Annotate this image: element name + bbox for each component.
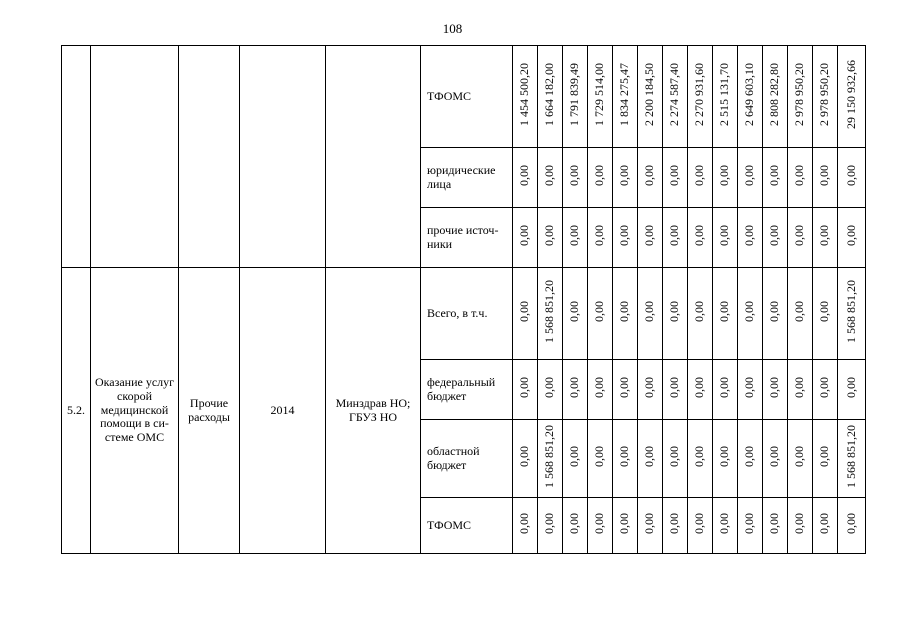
value-cell [688, 268, 713, 360]
value-text: 0,00 [667, 513, 682, 535]
value-cell [588, 420, 613, 498]
value-cell [713, 420, 738, 498]
category-cell: Прочие расходы [179, 268, 240, 554]
value-text: 1 791 839,49 [567, 63, 582, 127]
value-cell [713, 208, 738, 268]
value-cell [663, 148, 688, 208]
value-cell [588, 268, 613, 360]
value-cell [838, 208, 866, 268]
value-text: 1 568 851,20 [843, 280, 858, 344]
value-cell [513, 208, 538, 268]
value-cell [563, 268, 588, 360]
value-text: 0,00 [792, 513, 807, 535]
value-cell [688, 148, 713, 208]
year-cell [240, 46, 326, 268]
value-text: 0,00 [717, 513, 732, 535]
value-cell [613, 498, 638, 554]
value-text: 0,00 [642, 446, 657, 468]
value-text: 0,00 [642, 301, 657, 323]
value-cell [763, 360, 788, 420]
value-text: 0,00 [517, 377, 532, 399]
value-text: 0,00 [642, 225, 657, 247]
funding-source-cell: юридические лица [421, 148, 513, 208]
value-cell [563, 208, 588, 268]
value-text: 1 568 851,20 [843, 425, 858, 489]
value-text: 2 978 950,20 [817, 63, 832, 127]
value-text: 0,00 [567, 513, 582, 535]
value-text: 2 270 931,60 [692, 63, 707, 127]
value-cell [563, 420, 588, 498]
value-text: 0,00 [717, 301, 732, 323]
value-cell [838, 46, 866, 148]
value-text: 0,00 [517, 446, 532, 468]
value-text: 0,00 [592, 165, 607, 187]
value-text: 0,00 [843, 165, 858, 187]
value-cell [563, 46, 588, 148]
value-text: 0,00 [767, 513, 782, 535]
value-text: 0,00 [567, 301, 582, 323]
value-cell [813, 208, 838, 268]
value-cell [613, 360, 638, 420]
value-text: 0,00 [817, 165, 832, 187]
value-text: 0,00 [592, 513, 607, 535]
value-cell [588, 46, 613, 148]
value-text: 0,00 [517, 225, 532, 247]
value-text: 0,00 [617, 513, 632, 535]
value-text: 0,00 [517, 165, 532, 187]
value-cell [788, 360, 813, 420]
value-cell [638, 420, 663, 498]
value-text: 0,00 [542, 165, 557, 187]
value-cell [663, 498, 688, 554]
value-cell [713, 498, 738, 554]
value-cell [763, 148, 788, 208]
year-cell: 2014 [240, 268, 326, 554]
funding-source-cell: Всего, в т.ч. [421, 268, 513, 360]
number-cell: 5.2. [62, 268, 91, 554]
value-cell [538, 46, 563, 148]
value-text: 2 515 131,70 [717, 63, 732, 127]
value-text: 0,00 [817, 301, 832, 323]
value-text: 0,00 [717, 377, 732, 399]
value-text: 0,00 [617, 446, 632, 468]
value-cell [538, 268, 563, 360]
funding-source-cell: ТФОМС [421, 46, 513, 148]
value-cell [563, 498, 588, 554]
value-text: 0,00 [617, 165, 632, 187]
value-text: 0,00 [667, 225, 682, 247]
value-text: 0,00 [767, 446, 782, 468]
value-cell [688, 498, 713, 554]
value-text: 0,00 [792, 377, 807, 399]
value-text: 0,00 [592, 225, 607, 247]
value-text: 0,00 [792, 446, 807, 468]
value-cell [813, 268, 838, 360]
value-text: 0,00 [692, 225, 707, 247]
value-text: 0,00 [592, 446, 607, 468]
value-text: 0,00 [767, 377, 782, 399]
value-text: 2 808 282,80 [767, 63, 782, 127]
value-cell [788, 420, 813, 498]
funding-source-cell: прочие источ-ники [421, 208, 513, 268]
value-cell [738, 268, 763, 360]
value-cell [538, 208, 563, 268]
name-cell: Оказание услуг скорой медицинской помощи в си-стеме ОМС [91, 268, 179, 554]
value-text: 0,00 [767, 225, 782, 247]
value-text: 0,00 [717, 165, 732, 187]
value-text: 0,00 [692, 513, 707, 535]
value-cell [763, 46, 788, 148]
budget-table [61, 45, 866, 554]
value-cell [538, 148, 563, 208]
value-cell [713, 360, 738, 420]
value-cell [663, 46, 688, 148]
value-cell [738, 46, 763, 148]
value-cell [663, 420, 688, 498]
value-text: 0,00 [742, 446, 757, 468]
value-text: 0,00 [617, 301, 632, 323]
value-cell [638, 208, 663, 268]
value-text: 29 150 932,66 [843, 60, 858, 130]
value-cell [563, 360, 588, 420]
value-cell [588, 498, 613, 554]
value-cell [788, 148, 813, 208]
value-cell [588, 360, 613, 420]
page-number: 108 [442, 21, 463, 36]
value-text: 0,00 [817, 377, 832, 399]
value-cell [763, 208, 788, 268]
value-text: 0,00 [592, 301, 607, 323]
value-text: 0,00 [742, 225, 757, 247]
value-cell [788, 268, 813, 360]
value-cell [688, 420, 713, 498]
value-text: 0,00 [517, 301, 532, 323]
value-cell [613, 208, 638, 268]
value-text: 0,00 [717, 225, 732, 247]
executor-cell [326, 46, 421, 268]
funding-source-cell: областной бюджет [421, 420, 513, 498]
value-cell [513, 148, 538, 208]
executor-cell: Минздрав НО; ГБУЗ НО [326, 268, 421, 554]
funding-source-cell: ТФОМС [421, 498, 513, 554]
value-cell [513, 360, 538, 420]
name-cell [91, 46, 179, 268]
value-cell [838, 420, 866, 498]
value-cell [563, 148, 588, 208]
value-cell [513, 268, 538, 360]
value-cell [738, 208, 763, 268]
value-text: 0,00 [767, 165, 782, 187]
value-text: 0,00 [742, 513, 757, 535]
value-text: 0,00 [567, 446, 582, 468]
value-text: 0,00 [542, 225, 557, 247]
value-text: 0,00 [642, 165, 657, 187]
value-text: 0,00 [742, 377, 757, 399]
value-cell [763, 268, 788, 360]
value-text: 0,00 [517, 513, 532, 535]
value-cell [538, 420, 563, 498]
value-text: 0,00 [817, 446, 832, 468]
value-text: 0,00 [642, 513, 657, 535]
value-text: 0,00 [667, 377, 682, 399]
value-cell [738, 498, 763, 554]
value-text: 2 649 603,10 [742, 63, 757, 127]
value-text: 0,00 [792, 301, 807, 323]
value-cell [713, 148, 738, 208]
value-text: 0,00 [642, 377, 657, 399]
table-row [62, 46, 866, 148]
value-text: 0,00 [843, 377, 858, 399]
value-cell [788, 208, 813, 268]
value-text: 2 978 950,20 [792, 63, 807, 127]
value-cell [738, 360, 763, 420]
value-cell [513, 46, 538, 148]
value-cell [663, 208, 688, 268]
value-cell [638, 148, 663, 208]
value-text: 1 664 182,00 [542, 63, 557, 127]
value-cell [838, 148, 866, 208]
value-text: 0,00 [692, 301, 707, 323]
value-text: 1 568 851,20 [542, 280, 557, 344]
value-text: 0,00 [767, 301, 782, 323]
category-cell [179, 46, 240, 268]
value-text: 0,00 [843, 513, 858, 535]
value-text: 1 729 514,00 [592, 63, 607, 127]
value-cell [688, 208, 713, 268]
value-cell [588, 148, 613, 208]
value-cell [813, 46, 838, 148]
value-text: 0,00 [792, 225, 807, 247]
value-text: 0,00 [817, 225, 832, 247]
value-cell [788, 498, 813, 554]
value-cell [763, 498, 788, 554]
value-cell [688, 360, 713, 420]
value-cell [588, 208, 613, 268]
value-cell [513, 498, 538, 554]
value-cell [638, 46, 663, 148]
value-text: 0,00 [567, 225, 582, 247]
value-cell [813, 360, 838, 420]
value-cell [838, 268, 866, 360]
value-text: 2 274 587,40 [667, 63, 682, 127]
value-cell [613, 148, 638, 208]
value-cell [613, 46, 638, 148]
value-cell [738, 420, 763, 498]
value-text: 0,00 [692, 446, 707, 468]
value-cell [838, 360, 866, 420]
value-text: 0,00 [567, 165, 582, 187]
value-cell [713, 46, 738, 148]
value-text: 0,00 [617, 225, 632, 247]
value-text: 0,00 [742, 301, 757, 323]
value-cell [813, 420, 838, 498]
value-cell [713, 268, 738, 360]
value-cell [688, 46, 713, 148]
value-text: 0,00 [792, 165, 807, 187]
value-cell [613, 268, 638, 360]
value-cell [638, 360, 663, 420]
funding-source-cell: федеральный бюджет [421, 360, 513, 420]
value-text: 0,00 [542, 377, 557, 399]
value-cell [813, 498, 838, 554]
value-cell [738, 148, 763, 208]
value-cell [788, 46, 813, 148]
value-cell [763, 420, 788, 498]
table-row [62, 268, 866, 360]
value-cell [663, 268, 688, 360]
value-cell [838, 498, 866, 554]
value-cell [613, 420, 638, 498]
value-text: 0,00 [742, 165, 757, 187]
value-text: 0,00 [542, 513, 557, 535]
value-text: 0,00 [667, 165, 682, 187]
value-text: 0,00 [692, 165, 707, 187]
value-text: 1 834 275,47 [617, 63, 632, 127]
value-cell [638, 498, 663, 554]
value-cell [538, 360, 563, 420]
value-cell [513, 420, 538, 498]
value-text: 0,00 [817, 513, 832, 535]
value-text: 0,00 [617, 377, 632, 399]
value-text: 0,00 [667, 301, 682, 323]
value-text: 0,00 [592, 377, 607, 399]
value-cell [538, 498, 563, 554]
value-text: 0,00 [692, 377, 707, 399]
value-text: 1 454 500,20 [517, 63, 532, 127]
value-cell [663, 360, 688, 420]
value-text: 0,00 [667, 446, 682, 468]
value-text: 2 200 184,50 [642, 63, 657, 127]
value-text: 0,00 [843, 225, 858, 247]
number-cell [62, 46, 91, 268]
value-text: 0,00 [567, 377, 582, 399]
value-text: 1 568 851,20 [542, 425, 557, 489]
value-text: 0,00 [717, 446, 732, 468]
value-cell [813, 148, 838, 208]
value-cell [638, 268, 663, 360]
